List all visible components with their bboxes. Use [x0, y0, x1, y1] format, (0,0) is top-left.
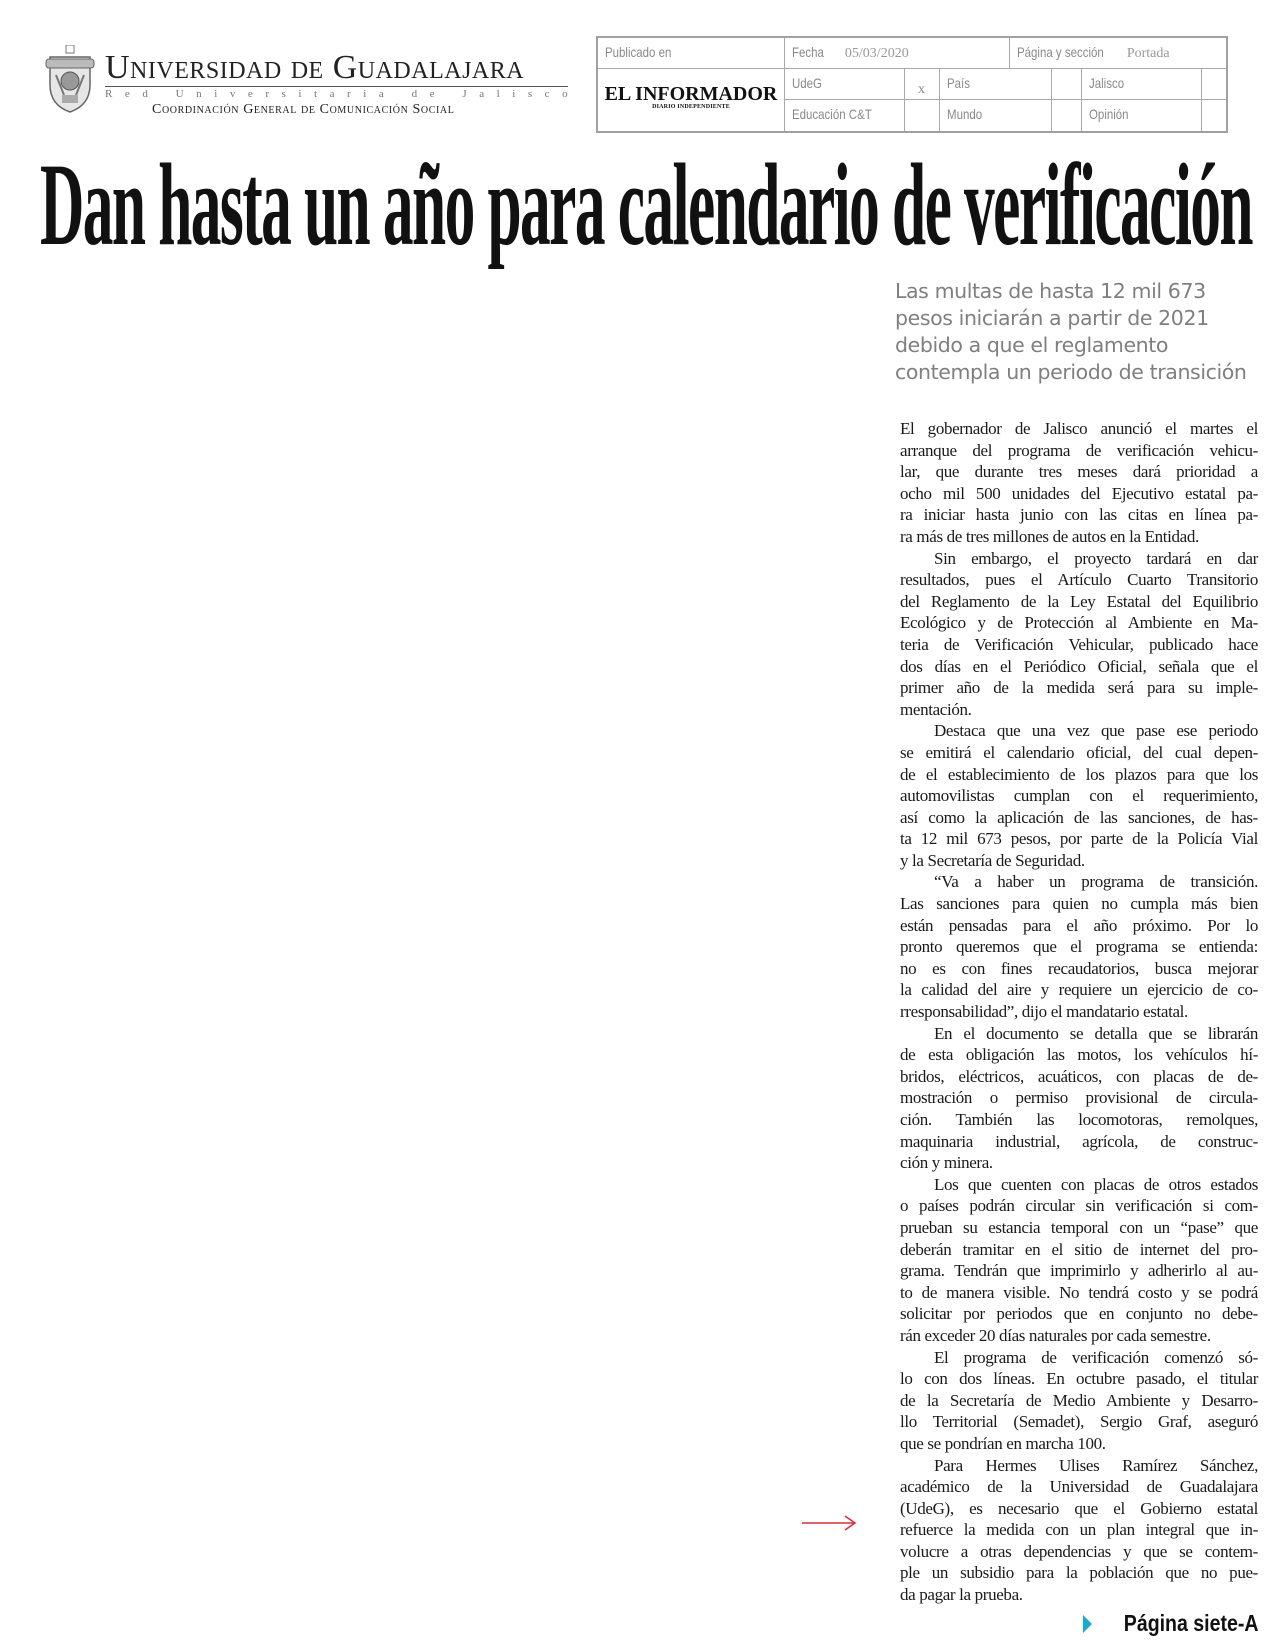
network-letter: [160, 88, 163, 101]
text-line: ra iniciar hasta junio con las citas en línea pa-: [900, 505, 1258, 525]
text-line: están pensadas para el año próximo. Por lo: [900, 915, 1258, 935]
network-letter: [447, 88, 450, 101]
continuation-link[interactable]: [1083, 1610, 1259, 1637]
network-letter: J: [462, 88, 467, 100]
text-line: lar, que durante tres meses dará prioridad a: [900, 462, 1258, 482]
text-line: ra más de tres millones de autos en la Entidad.: [900, 526, 1199, 546]
university-name: Universidad de Guadalajara: [105, 49, 525, 86]
network-letter: t: [313, 88, 318, 100]
text-line: teria de Verificación Vehicular, publicado hace: [900, 634, 1258, 654]
category-mundo: Mundo: [940, 100, 1052, 131]
network-letter: s: [281, 88, 286, 100]
text-line: mentación.: [900, 699, 972, 719]
category-opinion-mark: [1202, 100, 1228, 131]
text-line: mostración o permiso provisional de circula-: [900, 1088, 1258, 1108]
network-letter: a: [378, 88, 384, 100]
paragraph: [900, 1174, 1258, 1347]
text-line: ción. También las locomotoras, remolques,: [900, 1110, 1258, 1129]
subtitle-line: contempla un periodo de transición: [895, 360, 1247, 384]
category-udeg: UdeG: [785, 69, 905, 100]
category-jalisco-mark: [1202, 69, 1228, 100]
subtitle-line: debido a que el reglamento: [895, 333, 1169, 357]
network-letter: i: [298, 88, 302, 100]
category-pais-mark: [1052, 69, 1082, 100]
text-line: Los que cuenten con placas de otros estados: [934, 1174, 1258, 1194]
subtitle-line: Las multas de hasta 12 mil 673: [895, 279, 1206, 303]
category-pais: País: [940, 69, 1052, 100]
text-line: así como la aplicación de las sanciones, de has-: [900, 807, 1258, 827]
page-section-cell: [1010, 38, 1228, 69]
text-line: rresponsabilidad”, dijo el mandatario estatal.: [900, 1002, 1188, 1022]
text-line: Para Hermes Ulises Ramírez Sánchez,: [934, 1455, 1258, 1475]
text-line: Destaca que una vez que pase ese periodo: [934, 721, 1258, 741]
network-letter: s: [527, 88, 533, 100]
text-line: de el establecimiento de los plazos para que los: [900, 764, 1258, 784]
text-line: grama. Tendrán que imprimirlo y adherirlo al au-: [900, 1261, 1258, 1281]
network-letter: e: [124, 88, 130, 100]
category-educacion-mark: [905, 100, 940, 131]
text-line: lo con dos líneas. En octubre pasado, el titular: [900, 1369, 1258, 1389]
text-line: ocho mil 500 unidades del Ejecutivo estatal pa-: [900, 483, 1258, 503]
text-line: ple un subsidio para la población que no pue-: [900, 1563, 1258, 1583]
text-line: solicitar por periodos que en conjunto no debe-: [900, 1304, 1258, 1324]
paragraph: [900, 1455, 1258, 1606]
network-letter: e: [247, 88, 253, 100]
network-letter: a: [479, 88, 485, 100]
text-line: Las sanciones para quien no cumpla más bien: [900, 894, 1258, 914]
network-letter: o: [562, 88, 568, 100]
text-line: maquinaria industrial, agrícola, de construc-: [900, 1131, 1258, 1151]
category-mundo-mark: [1052, 100, 1082, 131]
network-letter: v: [229, 88, 236, 100]
text-line: Ecológico y de Protección al Ambiente en Ma-: [900, 613, 1258, 633]
category-udeg-mark: x: [905, 69, 940, 100]
text-line: y la Secretaría de Seguridad.: [900, 850, 1085, 870]
text-line: de la Secretaría de Medio Ambiente y Desarro-: [900, 1390, 1258, 1410]
text-line: o países podrán circular sin verificación si com-: [900, 1196, 1258, 1216]
network-letter: i: [214, 88, 218, 100]
network-letter: l: [496, 88, 500, 100]
text-line: arranque del programa de verificación vehicu-: [900, 440, 1258, 460]
network-letter: [396, 88, 399, 101]
text-line: to de manera visible. No tendrá costo y se podrá: [900, 1282, 1258, 1302]
text-line: prueban su estancia temporal con un “pase” que: [900, 1217, 1258, 1237]
network-letter: d: [142, 88, 148, 100]
text-line: de esta obligación las motos, los vehículos hí-: [900, 1045, 1258, 1065]
text-line: académico de la Universidad de Guadalajara: [900, 1477, 1258, 1497]
university-crest-icon: [44, 45, 96, 113]
paragraph: [900, 548, 1258, 721]
text-line: En el documento se detalla que se librarán: [934, 1023, 1258, 1043]
clipping-info-table: [596, 36, 1228, 133]
category-opinion: Opinión: [1082, 100, 1202, 131]
headline: [40, 140, 1252, 270]
paragraph: [900, 418, 1258, 548]
triangle-marker-icon: [1083, 1615, 1092, 1633]
date-value: 05/03/2020: [844, 46, 909, 61]
text-line: se emitirá el calendario oficial, del cual depen-: [900, 742, 1258, 762]
subtitle-line: pesos iniciarán a partir de 2021: [895, 306, 1209, 330]
university-network: [105, 88, 568, 101]
headline-text: Dan hasta un año para calendario de verificación: [40, 139, 1252, 270]
text-line: deberán tramitar en el sitio de internet del pro-: [900, 1239, 1258, 1259]
text-line: volucre a otras dependencias y que se contem-: [900, 1541, 1258, 1561]
page-section-label: Página y sección: [1017, 44, 1104, 60]
network-letter: r: [265, 88, 269, 100]
text-line: primer año de la medida será para su imple-: [900, 678, 1258, 698]
network-letter: a: [329, 88, 335, 100]
text-line: la calidad del aire y requiere un ejercicio de co-: [900, 980, 1258, 1000]
text-line: llo Territorial (Semadet), Sergio Graf, aseguró: [900, 1412, 1258, 1432]
text-line: “Va a haber un programa de transición.: [934, 872, 1258, 892]
text-line: que se pondrían en marcha 100.: [900, 1433, 1106, 1453]
date-label: Fecha: [792, 44, 824, 60]
text-line: (UdeG), es necesario que el Gobierno estatal: [900, 1498, 1258, 1518]
text-line: da pagar la prueba.: [900, 1585, 1023, 1605]
text-line: pronto queremos que el programa se entienda:: [900, 937, 1258, 957]
network-letter: i: [363, 88, 367, 100]
network-letter: c: [544, 88, 550, 100]
text-line: rán exceder 20 días naturales por cada semestre.: [900, 1325, 1211, 1345]
text-line: automovilistas cumplan con el requerimiento,: [900, 786, 1258, 806]
text-line: bridos, eléctricos, acuáticos, con placas de de-: [900, 1066, 1258, 1086]
paragraph: [900, 720, 1258, 871]
network-letter: n: [196, 88, 202, 100]
network-letter: i: [512, 88, 516, 100]
category-educacion: Educación C&T: [785, 100, 905, 131]
paragraph: [900, 1347, 1258, 1455]
text-line: no es con fines recaudatorios, busca mejorar: [900, 958, 1258, 978]
network-letter: R: [105, 88, 113, 100]
text-line: El programa de verificación comenzó só-: [934, 1347, 1258, 1367]
text-line: El gobernador de Jalisco anunció el martes el: [900, 419, 1258, 438]
paragraph: [900, 1023, 1258, 1174]
article-body: [900, 418, 1258, 1606]
text-line: ción y minera.: [900, 1153, 993, 1173]
department-name: Coordinación General de Comunicación Social: [152, 102, 455, 117]
text-line: resultados, pues el Artículo Cuarto Transitorio: [900, 570, 1258, 590]
subtitle: [895, 278, 1265, 386]
annotation-arrow-icon: [800, 1513, 860, 1533]
network-letter: U: [175, 88, 184, 100]
text-line: Sin embargo, el proyecto tardará en dar: [934, 548, 1258, 568]
newspaper-logo: EL INFORMADOR DIARIO INDEPENDIENTE: [598, 69, 785, 131]
network-letter: d: [411, 88, 418, 100]
text-line: refuerce la medida con un plan integral que in-: [900, 1520, 1258, 1540]
date-cell: [785, 38, 1010, 69]
logo-divider: [105, 86, 568, 87]
published-in-label: Publicado en: [598, 38, 785, 69]
network-letter: r: [347, 88, 351, 100]
text-line: ta 12 mil 673 pesos, por parte de la Policía Vial: [900, 829, 1258, 849]
category-jalisco: Jalisco: [1082, 69, 1202, 100]
continuation-text: Página siete-A: [1123, 1610, 1258, 1636]
text-line: del Reglamento de la Ley Estatal del Equilibrio: [900, 591, 1258, 611]
page-section-value: Portada: [1126, 46, 1170, 61]
text-line: dos días en el Periódico Oficial, señala que el: [900, 656, 1258, 676]
network-letter: e: [429, 88, 435, 100]
paragraph: [900, 871, 1258, 1022]
